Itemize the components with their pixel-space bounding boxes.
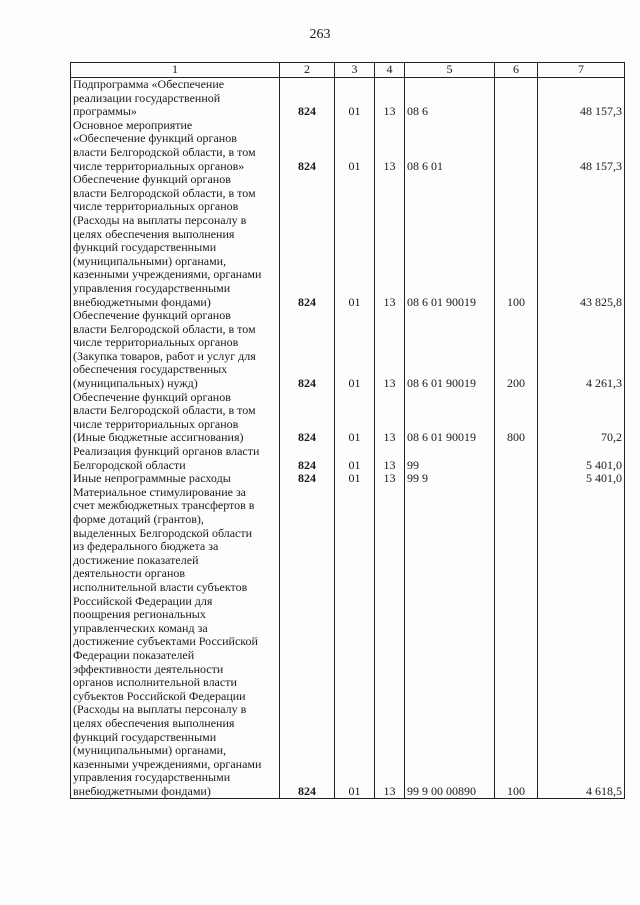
item-name-line: достижение показателей bbox=[73, 552, 199, 567]
item-name-line: (муниципальных) нужд) bbox=[73, 376, 198, 391]
table-row bbox=[71, 445, 625, 472]
item-name-line: (муниципальными) органами, bbox=[73, 743, 227, 758]
ministry-code-cell: 824 bbox=[280, 173, 335, 309]
ministry-code-cell: 824 bbox=[280, 486, 335, 799]
amount-cell: 48 157,3 bbox=[538, 78, 625, 119]
item-name-line: счет межбюджетных трансфертов в bbox=[73, 498, 255, 513]
item-name-line: внебюджетными фондами) bbox=[73, 783, 211, 798]
column-header: 3 bbox=[335, 63, 375, 78]
section-cell: 01 bbox=[335, 309, 375, 391]
expense-type-cell: 100 bbox=[495, 173, 538, 309]
section-cell: 01 bbox=[335, 472, 375, 486]
item-name-line: казенными учреждениями, органами bbox=[73, 267, 262, 282]
table-row bbox=[71, 78, 625, 119]
table-row bbox=[71, 391, 625, 445]
item-name-cell bbox=[71, 119, 280, 173]
item-name-line: из федерального бюджета за bbox=[73, 539, 219, 554]
item-name-line: субъектов Российской Федерации bbox=[73, 688, 246, 703]
page-number: 263 bbox=[309, 27, 331, 42]
table-row bbox=[71, 309, 625, 391]
amount-cell: 48 157,3 bbox=[538, 119, 625, 173]
column-header: 5 bbox=[405, 63, 495, 78]
item-name-line: целях обеспечения выполнения bbox=[73, 226, 235, 241]
column-header: 6 bbox=[495, 63, 538, 78]
item-name-cell bbox=[71, 445, 280, 472]
target-article-cell: 08 6 01 90019 bbox=[405, 309, 495, 391]
item-name-line: управления государственными bbox=[73, 770, 231, 785]
item-name-cell bbox=[71, 173, 280, 309]
item-name-line: внебюджетными фондами) bbox=[73, 294, 211, 309]
item-name-cell bbox=[71, 486, 280, 799]
item-name-line: целях обеспечения выполнения bbox=[73, 715, 235, 730]
amount-cell: 5 401,0 bbox=[538, 472, 625, 486]
item-name-line: Российской Федерации для bbox=[73, 593, 213, 608]
expense-type-cell bbox=[495, 445, 538, 472]
item-name-line: программы» bbox=[73, 104, 137, 119]
expense-type-cell: 100 bbox=[495, 486, 538, 799]
item-name-line: органов исполнительной власти bbox=[73, 675, 237, 690]
item-name-line: власти Белгородской области, в том bbox=[73, 321, 256, 336]
header-row bbox=[71, 63, 625, 78]
item-name-line: Материальное стимулирование за bbox=[73, 484, 247, 499]
subsection-cell: 13 bbox=[375, 78, 405, 119]
amount-cell: 4 618,5 bbox=[538, 486, 625, 799]
column-header: 1 bbox=[71, 63, 280, 78]
amount-cell: 5 401,0 bbox=[538, 445, 625, 472]
item-name-line: казенными учреждениями, органами bbox=[73, 756, 262, 771]
expense-type-cell: 200 bbox=[495, 309, 538, 391]
ministry-code-cell: 824 bbox=[280, 391, 335, 445]
item-name-line: Основное мероприятие bbox=[73, 117, 193, 132]
item-name-line: «Обеспечение функций органов bbox=[73, 131, 237, 146]
section-cell: 01 bbox=[335, 173, 375, 309]
subsection-cell: 13 bbox=[375, 173, 405, 309]
item-name-line: числе территориальных органов bbox=[73, 416, 239, 431]
section-cell: 01 bbox=[335, 486, 375, 799]
item-name-line: Федерации показателей bbox=[73, 647, 195, 662]
item-name-line: функций государственными bbox=[73, 240, 217, 255]
item-name-line: достижение субъектами Российской bbox=[73, 634, 258, 649]
ministry-code-cell: 824 bbox=[280, 472, 335, 486]
ministry-code-cell: 824 bbox=[280, 78, 335, 119]
amount-cell: 70,2 bbox=[538, 391, 625, 445]
item-name-line: обеспечения государственных bbox=[73, 362, 228, 377]
table-row bbox=[71, 472, 625, 486]
item-name-line: Обеспечение функций органов bbox=[73, 172, 231, 187]
budget-table bbox=[70, 62, 625, 799]
item-name-line: эффективности деятельности bbox=[73, 661, 224, 676]
item-name-line: деятельности органов bbox=[73, 566, 186, 581]
target-article-cell: 08 6 bbox=[405, 78, 495, 119]
expense-type-cell bbox=[495, 78, 538, 119]
expense-type-cell bbox=[495, 119, 538, 173]
item-name-cell bbox=[71, 391, 280, 445]
item-name-line: (Расходы на выплаты персоналу в bbox=[73, 702, 247, 717]
column-header: 4 bbox=[375, 63, 405, 78]
item-name-line: поощрения региональных bbox=[73, 607, 206, 622]
target-article-cell: 99 bbox=[405, 445, 495, 472]
section-cell: 01 bbox=[335, 119, 375, 173]
item-name-cell bbox=[71, 309, 280, 391]
item-name-line: власти Белгородской области, в том bbox=[73, 403, 256, 418]
item-name-cell bbox=[71, 78, 280, 119]
subsection-cell: 13 bbox=[375, 472, 405, 486]
target-article-cell: 08 6 01 90019 bbox=[405, 173, 495, 309]
ministry-code-cell: 824 bbox=[280, 445, 335, 472]
item-name-line: числе территориальных органов bbox=[73, 199, 239, 214]
item-name-line: выделенных Белгородской области bbox=[73, 525, 253, 540]
section-cell: 01 bbox=[335, 445, 375, 472]
item-name-line: реализации государственной bbox=[73, 90, 221, 105]
item-name-line: власти Белгородской области, в том bbox=[73, 185, 256, 200]
item-name-line: форме дотаций (грантов), bbox=[73, 512, 204, 526]
item-name-line: функций государственными bbox=[73, 729, 217, 744]
amount-cell: 43 825,8 bbox=[538, 173, 625, 309]
item-name-line: Иные непрограммные расходы bbox=[73, 471, 231, 486]
target-article-cell: 99 9 bbox=[405, 472, 495, 486]
expense-type-cell bbox=[495, 472, 538, 486]
section-cell: 01 bbox=[335, 78, 375, 119]
target-article-cell: 99 9 00 00890 bbox=[405, 486, 495, 799]
item-name-line: (Закупка товаров, работ и услуг для bbox=[73, 348, 256, 363]
item-name-line: (Иные бюджетные ассигнования) bbox=[73, 430, 244, 445]
subsection-cell: 13 bbox=[375, 119, 405, 173]
item-name-line: Подпрограмма «Обеспечение bbox=[73, 77, 225, 91]
column-header: 2 bbox=[280, 63, 335, 78]
subsection-cell: 13 bbox=[375, 486, 405, 799]
expense-type-cell: 800 bbox=[495, 391, 538, 445]
table-row bbox=[71, 119, 625, 173]
item-name-line: управленческих команд за bbox=[73, 620, 208, 635]
column-header: 7 bbox=[538, 63, 625, 78]
table-row bbox=[71, 486, 625, 799]
item-name-line: Обеспечение функций органов bbox=[73, 308, 231, 323]
item-name-line: (Расходы на выплаты персоналу в bbox=[73, 212, 247, 227]
amount-cell: 4 261,3 bbox=[538, 309, 625, 391]
item-name-line: исполнительной власти субъектов bbox=[73, 579, 248, 594]
subsection-cell: 13 bbox=[375, 309, 405, 391]
item-name-line: Реализация функций органов власти bbox=[73, 444, 260, 459]
ministry-code-cell: 824 bbox=[280, 119, 335, 173]
item-name-line: числе территориальных органов» bbox=[73, 158, 245, 173]
section-cell: 01 bbox=[335, 391, 375, 445]
item-name-line: (муниципальными) органами, bbox=[73, 253, 227, 268]
item-name-line: Обеспечение функций органов bbox=[73, 389, 231, 404]
target-article-cell: 08 6 01 90019 bbox=[405, 391, 495, 445]
subsection-cell: 13 bbox=[375, 445, 405, 472]
ministry-code-cell: 824 bbox=[280, 309, 335, 391]
item-name-line: Белгородской области bbox=[73, 457, 186, 472]
item-name-line: власти Белгородской области, в том bbox=[73, 144, 256, 159]
subsection-cell: 13 bbox=[375, 391, 405, 445]
item-name-cell bbox=[71, 472, 280, 486]
item-name-line: управления государственными bbox=[73, 280, 231, 295]
target-article-cell: 08 6 01 bbox=[405, 119, 495, 173]
table-row bbox=[71, 173, 625, 309]
item-name-line: числе территориальных органов bbox=[73, 335, 239, 350]
